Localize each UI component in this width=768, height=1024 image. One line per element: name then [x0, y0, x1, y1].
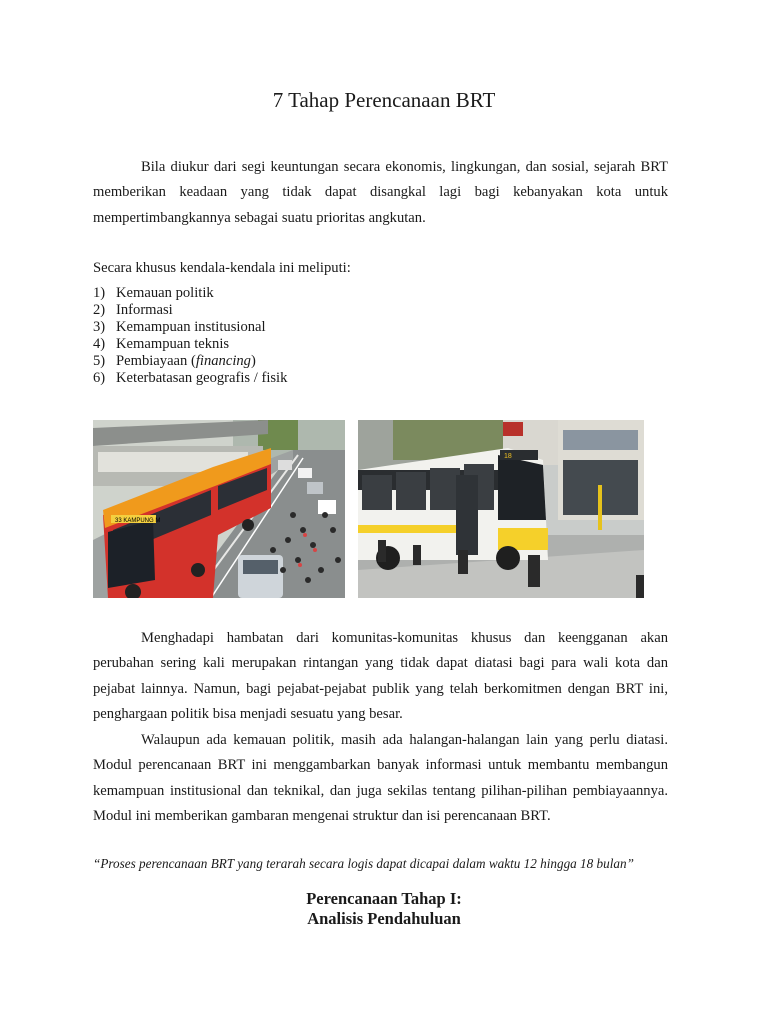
list-item: 3) Kemampuan institusional	[93, 319, 266, 335]
list-item: 4) Kemampuan teknis	[93, 336, 230, 352]
intro-paragraph	[93, 155, 668, 231]
constraints-list	[93, 285, 287, 387]
brt-bus-photo-left	[93, 420, 345, 598]
body-paragraph-2	[93, 626, 668, 727]
section-heading	[0, 889, 768, 929]
body-paragraph-2-text: Menghadapi hambatan dari komunitas-komunitas khusus dan keengganan akan perubahan sering kali merupakan rintangan yang tidak dapat diatasi bagi para wali kota dan pejabat lainnya. Namun, bagi pejabat-pejabat publik yang telah berkomitmen dengan BRT ini, penghargaan politik bisa menjadi sesuatu yang besar.	[93, 630, 668, 722]
list-item: 5) Pembiayaan (financing)	[93, 353, 256, 369]
section-heading-line-2: Analisis Pendahuluan	[307, 909, 461, 928]
intro-paragraph-text: Bila diukur dari segi keuntungan secara ekonomis, lingkungan, dan sosial, sejarah BRT memberikan keadaan yang tidak dapat disangkal lagi bagi kebanyakan kota untuk mempertimbangkannya sebagai suatu prioritas angkutan.	[93, 159, 668, 226]
list-item: 6) Keterbatasan geografis / fisik	[93, 370, 288, 386]
brt-bus-illustration-left	[93, 420, 345, 598]
page-title: 7 Tahap Perencanaan BRT	[272, 88, 496, 112]
city-bus-photo-right	[358, 420, 644, 598]
section-heading-line-1: Perencanaan Tahap I:	[306, 889, 462, 908]
italic-term: financing	[195, 353, 251, 369]
body-paragraph-3	[93, 728, 668, 829]
bus-destination-sign: 33 KAMPUNG M	[115, 518, 161, 524]
city-bus-illustration-right	[358, 420, 644, 598]
list-intro: Secara khusus kendala-kendala ini meliputi:	[93, 260, 351, 276]
pull-quote: “Proses perencanaan BRT yang terarah secara logis dapat dicapai dalam waktu 12 hingga 18 bulan”	[93, 856, 634, 871]
bus-route-sign: 18	[504, 453, 512, 460]
body-paragraph-3-text: Walaupun ada kemauan politik, masih ada halangan-halangan lain yang perlu diatasi. Modul perencanaan BRT ini menggambarkan banyak informasi untuk membantu membangun kemampuan institusional dan teknikal, dan juga sekilas tentang pilihan-pilihan pembiayaannya. Modul ini memberikan gambaran mengenai struktur dan isi perencanaan BRT.	[93, 732, 668, 824]
list-item: 2) Informasi	[93, 302, 173, 318]
list-item: 1) Kemauan politik	[93, 285, 214, 301]
